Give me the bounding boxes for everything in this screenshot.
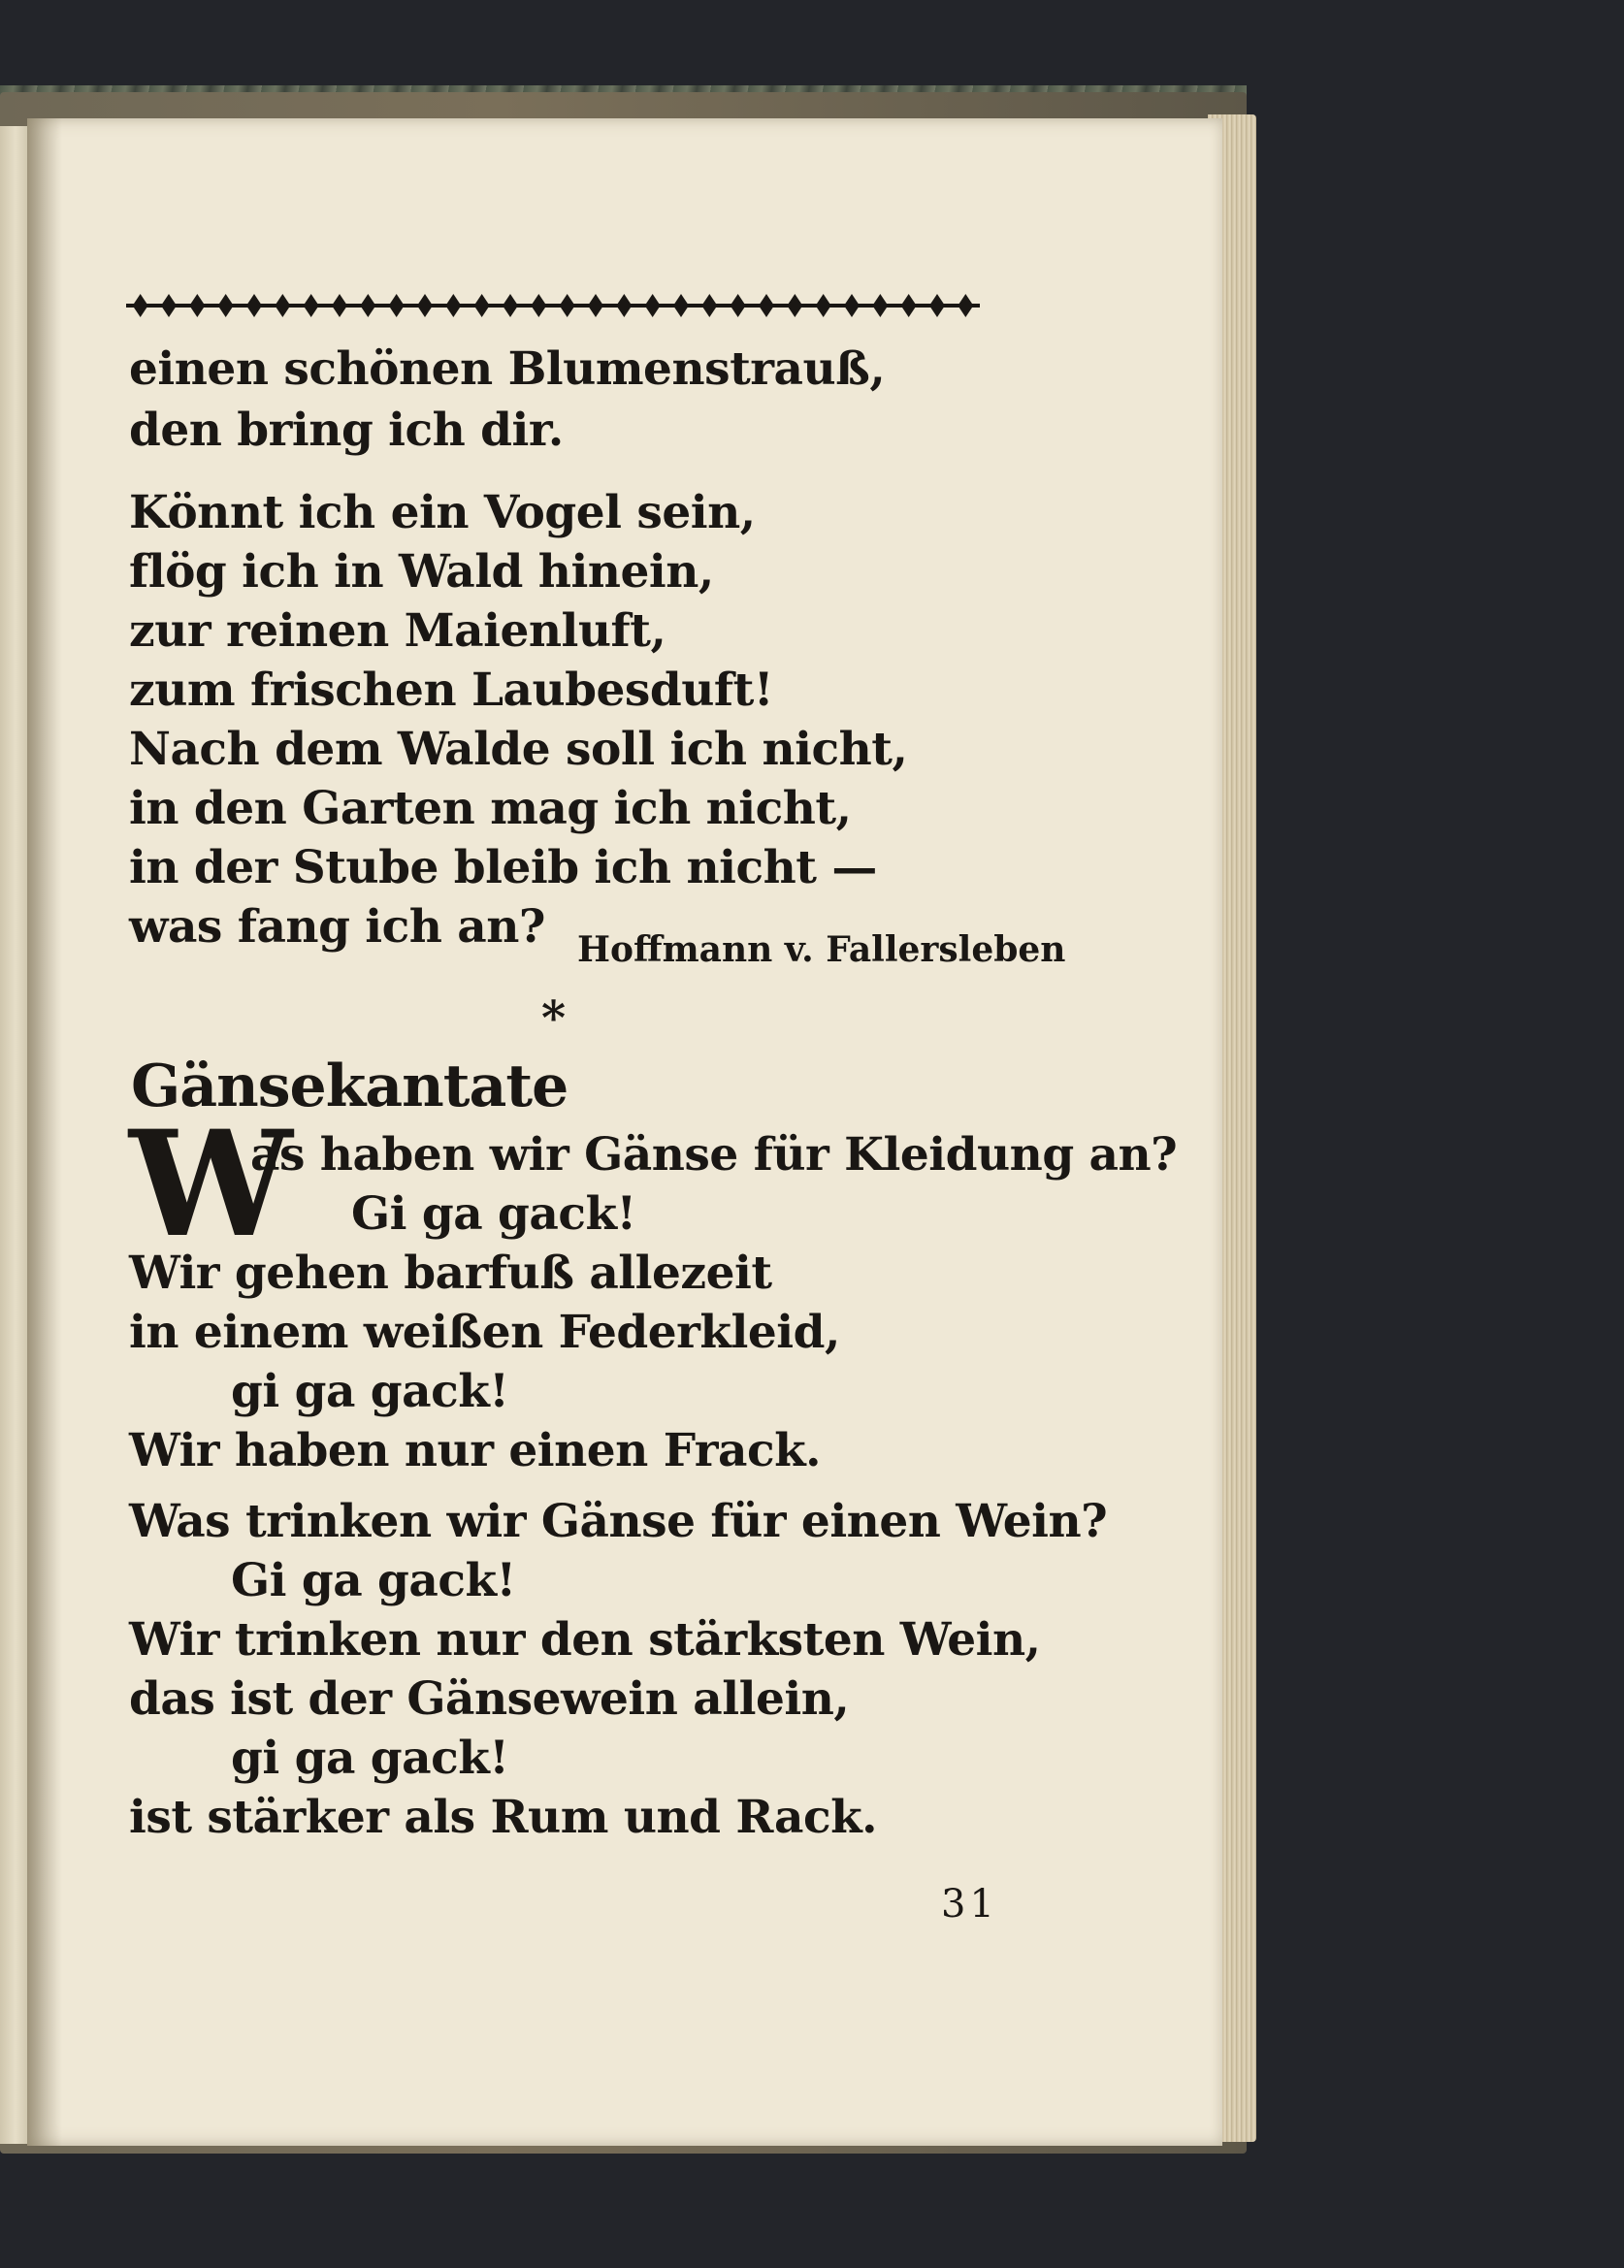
page-gutter <box>27 118 62 2146</box>
refrain-line: Gi ga gack! <box>351 1187 636 1241</box>
verse-line: einen schönen Blumenstrauß, <box>129 342 886 396</box>
ornament-diamond <box>901 294 917 317</box>
verse-line: in den Garten mag ich nicht, <box>129 782 852 835</box>
ornament-diamond <box>189 294 205 317</box>
ornament-diamond <box>218 294 234 317</box>
ornament-diamond <box>844 294 860 317</box>
poem-title: Gänsekantate <box>131 1053 568 1120</box>
ornament-diamond <box>645 294 661 317</box>
verse-line: Wir trinken nur den stärksten Wein, <box>129 1613 1041 1667</box>
ornament-diamond <box>673 294 689 317</box>
drop-cap: W <box>129 1099 293 1270</box>
author-attribution: Hoffmann v. Fallersleben <box>577 929 1066 970</box>
ornament-diamond <box>474 294 490 317</box>
verse-line: in der Stube bleib ich nicht — <box>129 841 877 894</box>
ornament-diamond <box>958 294 973 317</box>
ornament-diamond <box>929 294 945 317</box>
section-separator: * <box>541 991 567 1046</box>
ornament-diamond <box>816 294 831 317</box>
ornament-diamond <box>275 294 290 317</box>
verse-line: in einem weißen Federkleid, <box>129 1306 840 1359</box>
ornament-diamond <box>246 294 262 317</box>
ornament-diamond <box>759 294 774 317</box>
verse-line: Nach dem Walde soll ich nicht, <box>129 723 908 776</box>
ornament-diamond <box>360 294 375 317</box>
verse-line: zum frischen Laubesduft! <box>129 664 773 717</box>
ornament-diamond <box>531 294 546 317</box>
verse-line: Wir gehen barfuß allezeit <box>129 1247 772 1300</box>
ornament-diamond <box>445 294 461 317</box>
ornament-diamond <box>304 294 319 317</box>
verse-line: ist stärker als Rum und Rack. <box>129 1791 878 1844</box>
verse-line: flög ich in Wald hinein, <box>129 545 714 599</box>
ornament-diamond <box>872 294 888 317</box>
ornament-diamond <box>731 294 746 317</box>
ornament-diamond <box>133 294 148 317</box>
verse-line: zur reinen Maienluft, <box>129 604 666 658</box>
page-number: 31 <box>941 1882 998 1927</box>
ornament-diamond <box>701 294 717 317</box>
ornament-rule <box>126 289 980 322</box>
refrain-line: Gi ga gack! <box>231 1554 516 1607</box>
verse-line: was fang ich an? <box>129 900 545 954</box>
verse-line: Was trinken wir Gänse für einen Wein? <box>129 1495 1108 1548</box>
verse-line: Wir haben nur einen Frack. <box>129 1424 821 1477</box>
ornament-diamond <box>161 294 177 317</box>
ornament-diamond <box>616 294 632 317</box>
verse-line: das ist der Gänsewein allein, <box>129 1672 850 1726</box>
verse-line: den bring ich dir. <box>129 404 564 457</box>
ornament-diamond <box>787 294 802 317</box>
refrain-line: gi ga gack! <box>231 1732 509 1785</box>
verse-line: Könnt ich ein Vogel sein, <box>129 486 756 539</box>
ornament-diamond <box>417 294 433 317</box>
verse-line: as haben wir Gänse für Kleidung an? <box>250 1128 1178 1182</box>
ornament-diamond <box>588 294 603 317</box>
ornament-diamond <box>389 294 405 317</box>
refrain-line: gi ga gack! <box>231 1365 509 1418</box>
ornament-diamond <box>332 294 347 317</box>
ornament-diamond <box>503 294 518 317</box>
ornament-diamond <box>560 294 575 317</box>
